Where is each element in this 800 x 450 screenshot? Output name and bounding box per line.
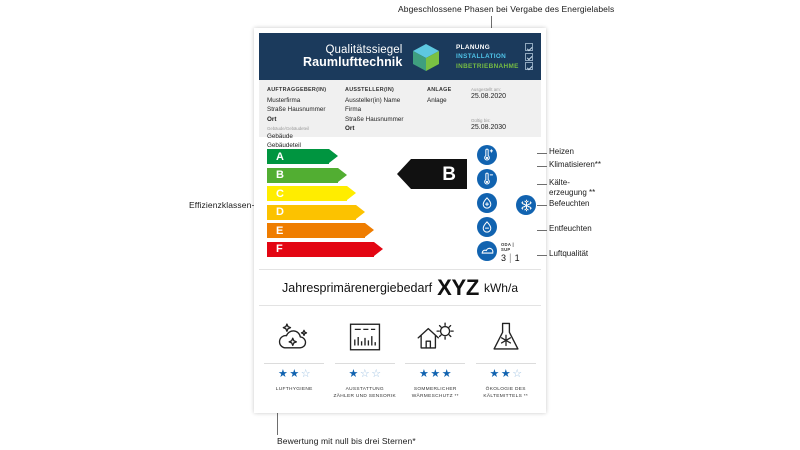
house-sun-icon: [414, 315, 456, 359]
meta-plant-line-1: Anlage: [427, 97, 447, 104]
criterion-name-line-2: ZÄHLER UND SENSORIK: [333, 394, 396, 400]
service-label-luftqualitaet: Luftqualität: [549, 249, 589, 258]
star-1: ★: [489, 368, 500, 380]
oda-value: 3: [501, 252, 507, 263]
efficiency-bar-c-label: C: [276, 187, 284, 200]
thermometer-plus-icon: [477, 145, 497, 165]
star-1: ★: [348, 368, 359, 380]
efficiency-bar-d-label: D: [276, 206, 284, 219]
criterion-stars-ausstattung: [348, 369, 381, 380]
dash-heizen: [537, 153, 547, 154]
service-entfeuchten: [477, 217, 497, 240]
service-label-klimatisieren: Klimatisieren**: [549, 160, 602, 169]
star-2: ★: [500, 368, 511, 380]
criterion-name-line-1: SOMMERLICHER: [413, 387, 457, 392]
phase-installation-label: INSTALLATION: [456, 53, 507, 60]
valid-date-value: 25.08.2030: [471, 124, 507, 131]
star-3: ☆: [300, 368, 311, 380]
meta-issuer-line-1: Aussteller(in) Name: [345, 97, 401, 104]
star-1: ★: [418, 368, 429, 380]
meta-building-heading: Gebäude/Gebäudeteil: [267, 125, 310, 131]
air-quality-values: [501, 242, 520, 264]
service-label-befeuchten: Befeuchten: [549, 199, 590, 208]
oda-sup-separator: |: [509, 252, 512, 264]
dash-klimatisieren: [537, 166, 547, 167]
card-header: [259, 33, 541, 80]
service-befeuchten: [477, 193, 497, 216]
air-quality-icon: [477, 241, 497, 261]
brand-line-1: Qualitätssiegel: [325, 43, 403, 56]
criterion-divider: [405, 363, 465, 364]
meta-issuer: [345, 87, 427, 133]
rating-letter: B: [442, 163, 456, 185]
efficiency-bar-e-label: E: [276, 224, 284, 237]
service-heizen: [477, 145, 497, 168]
criterion-stars-waermeschutz: [419, 369, 452, 380]
efficiency-bar-b: [267, 168, 338, 183]
criteria-row: [259, 305, 541, 401]
criterion-lufthygiene: [260, 315, 328, 401]
efficiency-bar-b-label: B: [276, 169, 284, 182]
phase-inbetriebnahme-checkbox[interactable]: [525, 62, 533, 70]
star-3: ☆: [371, 368, 382, 380]
star-1: ★: [277, 368, 288, 380]
criterion-divider: [476, 363, 536, 364]
meta-issuer-heading: AUSSTELLER(IN): [345, 87, 395, 93]
efficiency-class-bars: [267, 149, 379, 261]
annotation-phases: Abgeschlossene Phasen bei Vergabe des Energielabels: [398, 4, 615, 14]
annotation-star-rating: Bewertung mit null bis drei Sternen*: [277, 436, 416, 446]
brand-logo: [303, 44, 402, 69]
star-2: ☆: [359, 368, 370, 380]
meta-dates: [471, 87, 543, 131]
droplet-minus-icon: [477, 217, 497, 237]
phase-installation-checkbox[interactable]: [525, 53, 533, 61]
efficiency-bar-d: [267, 205, 356, 220]
cube-icon: [411, 42, 441, 72]
meta-building-line-2: Gebäudeteil: [267, 141, 301, 149]
rating-badge: [411, 159, 467, 189]
brand-line-2: Raumlufttechnik: [303, 54, 403, 69]
criterion-divider: [335, 363, 395, 364]
valid-date: [471, 118, 543, 131]
criterion-name-line-1: LUFTHYGIENE: [275, 387, 313, 392]
star-3: ☆: [512, 368, 523, 380]
sup-value: 1: [514, 252, 520, 263]
meta-client-heading: AUFTRAGGEBER(IN): [267, 87, 327, 93]
meter-chart-icon: [346, 315, 384, 359]
criterion-name-line-1: AUSSTATTUNG: [345, 387, 384, 392]
meta-client-line-1: Musterfirma: [267, 97, 301, 104]
demand-unit: kWh/a: [483, 280, 518, 295]
efficiency-bar-a-label: A: [276, 150, 284, 163]
demand-label: Jahresprimärenergiebedarf: [282, 280, 433, 295]
efficiency-section: [259, 145, 602, 265]
oda-sup-header: ODA | SUP: [501, 242, 514, 252]
efficiency-bar-c: [267, 186, 347, 201]
dash-luftqualitaet: [537, 255, 547, 256]
service-label-heizen: Heizen: [549, 147, 574, 156]
phase-list: [456, 43, 533, 70]
service-label-kaelte-line1: Kälte-: [549, 178, 570, 187]
phase-planung: [456, 43, 533, 51]
meta-building-line-1: Gebäude: [267, 132, 293, 140]
criterion-ausstattung: [331, 315, 399, 401]
demand-value: XYZ: [437, 274, 479, 300]
dash-befeuchten: [537, 205, 547, 206]
efficiency-bar-e: [267, 223, 365, 238]
criterion-sommerlicher-waermeschutz: [401, 315, 469, 401]
issued-date-value: 25.08.2020: [471, 93, 507, 100]
service-label-entfeuchten: Entfeuchten: [549, 224, 592, 233]
sparkle-cloud-icon: [274, 315, 314, 359]
meta-client: [267, 87, 345, 150]
thermometer-minus-icon: [477, 169, 497, 189]
meta-block: [259, 80, 541, 149]
service-icons: [477, 145, 520, 265]
efficiency-bar-f: [267, 242, 374, 257]
meta-issuer-line-3: Straße Hausnummer: [345, 115, 404, 123]
meta-client-line-2: Straße Hausnummer: [267, 106, 326, 114]
criterion-name-line-2: KÄLTEMITTELS **: [483, 394, 529, 400]
energy-label-card: [254, 28, 602, 413]
phase-inbetriebnahme: [456, 62, 533, 70]
service-luftqualitaet: [477, 241, 520, 264]
phase-installation: [456, 53, 533, 61]
star-2: ★: [289, 368, 300, 380]
service-label-kaelte-line2: erzeugung **: [549, 188, 596, 197]
criterion-stars-lufthygiene: [278, 369, 311, 380]
issued-date: [471, 87, 543, 100]
efficiency-bar-a: [267, 149, 329, 164]
phase-planung-label: PLANUNG: [456, 43, 491, 51]
phase-inbetriebnahme-label: INBETRIEBNAHME: [456, 62, 519, 70]
issued-date-label: Ausgestellt am:: [471, 87, 502, 92]
droplet-plus-icon: [477, 193, 497, 213]
service-klimatisieren: [477, 169, 497, 192]
meta-issuer-line-4: Ort: [345, 124, 355, 132]
flask-snowflake-icon: [488, 315, 524, 359]
star-2: ★: [430, 368, 441, 380]
leader-line-bottom: [277, 413, 278, 435]
criterion-stars-kaeltemittel: [489, 369, 522, 380]
criterion-name-line-2: WÄRMESCHUTZ **: [411, 394, 459, 400]
meta-plant-heading: ANLAGE: [427, 87, 452, 93]
meta-client-line-3: Ort: [267, 115, 277, 123]
criterion-divider: [264, 363, 324, 364]
annual-energy-demand: [259, 269, 541, 305]
meta-issuer-line-2: Firma: [345, 106, 362, 114]
annotation-efficiency-classes: Effizienzklassen: [189, 200, 252, 210]
dash-entfeuchten: [537, 230, 547, 231]
efficiency-bar-f-label: F: [276, 243, 283, 256]
criterion-name-line-1: ÖKOLOGIE DES: [485, 387, 526, 392]
star-3: ★: [441, 368, 452, 380]
valid-date-label: Gültig bis:: [471, 118, 491, 123]
snowflake-icon: [516, 195, 536, 215]
dash-kaelteerzeugung: [537, 184, 547, 185]
criterion-oekologie-kaeltemittel: [472, 315, 540, 401]
phase-planung-checkbox[interactable]: [525, 43, 533, 51]
